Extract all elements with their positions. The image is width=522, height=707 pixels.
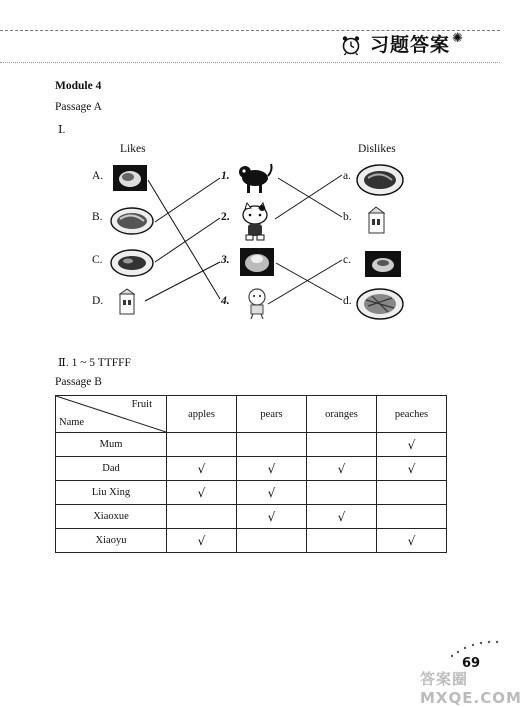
number-one: 1. xyxy=(221,170,230,182)
header-bottom-rule xyxy=(0,62,500,63)
row-cell xyxy=(237,529,307,553)
corner-name-label: Name xyxy=(59,417,85,428)
row-cell xyxy=(377,505,447,529)
match-line-c-2 xyxy=(155,218,220,262)
row-cell xyxy=(307,481,377,505)
table-row xyxy=(56,481,447,505)
left-letter-d: D. xyxy=(92,295,104,307)
food-picture-right-c xyxy=(365,251,401,277)
table-row xyxy=(56,457,447,481)
dislikes-header: Dislikes xyxy=(358,143,396,155)
left-letter-a: A. xyxy=(92,170,104,182)
food-picture-three xyxy=(240,248,274,276)
row-cell: √ xyxy=(237,481,307,505)
row-cell: √ xyxy=(237,505,307,529)
row-cell: √ xyxy=(307,457,377,481)
right-letter-b: b. xyxy=(343,211,352,223)
milk-carton-picture-d xyxy=(116,288,140,316)
food-picture-right-a xyxy=(356,164,404,196)
left-letter-b: B. xyxy=(92,211,103,223)
page-number: 69 xyxy=(462,656,481,671)
row-name: Dad xyxy=(56,457,167,481)
passage-b-label: Passage B xyxy=(55,376,102,388)
row-cell: √ xyxy=(377,457,447,481)
table-row xyxy=(56,505,447,529)
match-line-b-1 xyxy=(155,178,220,222)
right-letter-c: c. xyxy=(343,254,351,266)
right-letter-a: a. xyxy=(343,170,351,182)
column-header-oranges: oranges xyxy=(307,396,377,433)
section-one-mark: Ⅰ. xyxy=(58,124,66,136)
row-cell xyxy=(307,529,377,553)
row-cell: √ xyxy=(167,481,237,505)
page-header-title: 习题答案 xyxy=(370,34,451,56)
row-cell: √ xyxy=(377,433,447,457)
row-cell xyxy=(377,481,447,505)
row-cell: √ xyxy=(377,529,447,553)
food-picture-c xyxy=(110,249,154,277)
module-title: Module 4 xyxy=(55,80,102,92)
horse-character-picture xyxy=(235,160,275,196)
row-cell xyxy=(167,433,237,457)
row-name: Liu Xing xyxy=(56,481,167,505)
hello-kitty-picture xyxy=(239,203,271,241)
right-letter-d: d. xyxy=(343,295,352,307)
match-line-d-3 xyxy=(145,262,220,301)
row-cell xyxy=(167,505,237,529)
column-header-apples: apples xyxy=(167,396,237,433)
match-line-4-c xyxy=(268,260,342,304)
number-two: 2. xyxy=(221,211,230,223)
number-three: 3. xyxy=(221,254,230,266)
row-name: Mum xyxy=(56,433,167,457)
row-cell: √ xyxy=(167,457,237,481)
fruit-preference-table xyxy=(55,395,447,553)
row-cell: √ xyxy=(167,529,237,553)
watermark: 答案圈 MXQE.COM xyxy=(420,670,522,707)
match-line-1-b xyxy=(278,178,342,217)
row-cell xyxy=(237,433,307,457)
match-line-2-a xyxy=(275,175,342,219)
table-row xyxy=(56,529,447,553)
number-four: 4. xyxy=(221,295,230,307)
likes-header: Likes xyxy=(120,143,146,155)
row-name: Xiaoyu xyxy=(56,529,167,553)
column-header-peaches: peaches xyxy=(377,396,447,433)
column-header-pears: pears xyxy=(237,396,307,433)
cartoon-kid-picture xyxy=(242,286,272,320)
section-two-answers: Ⅱ. 1 ~ 5 TTFFF xyxy=(58,357,131,369)
star-icon: ✺ xyxy=(452,30,463,45)
corner-fruit-label: Fruit xyxy=(131,399,152,410)
milk-carton-picture-b xyxy=(365,205,389,235)
passage-a-label: Passage A xyxy=(55,101,102,113)
food-picture-b xyxy=(110,207,154,235)
food-picture-right-d xyxy=(356,288,404,320)
food-picture-a xyxy=(113,165,147,191)
row-name: Xiaoxue xyxy=(56,505,167,529)
alarm-clock-icon xyxy=(340,34,362,56)
row-cell: √ xyxy=(307,505,377,529)
left-letter-c: C. xyxy=(92,254,103,266)
row-cell xyxy=(307,433,377,457)
match-line-3-d xyxy=(276,263,342,300)
table-corner-cell xyxy=(56,396,167,433)
table-row xyxy=(56,433,447,457)
row-cell: √ xyxy=(237,457,307,481)
match-line-a-4 xyxy=(148,180,220,299)
